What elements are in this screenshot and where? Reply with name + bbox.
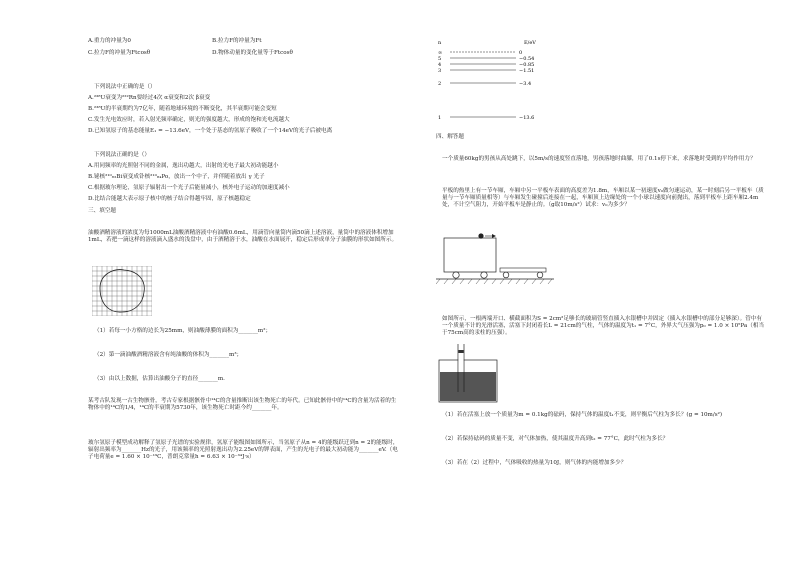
energy-e-4: −3.4: [519, 81, 532, 87]
option-c: C.拉力F的冲量为Ftcosθ: [88, 50, 151, 56]
glass-question-1: （1）若在活塞上放一个质量为m = 0.1kg的砝码，保持气体的温度t₁不变，则平衡后气柱为多长？(g = 10m/s²): [442, 412, 723, 418]
energy-e-2: −0.85: [519, 62, 535, 68]
q2-stem: 下列说法正确的是（）: [94, 152, 150, 158]
oil-question-1: （1）若每一小方格的边长为25mm，则油酸薄膜的面积为_______m²；: [94, 328, 272, 334]
q2-option-b: B.铋核²¹⁰₈₃Bi衰变成钋核²¹⁰₈₄Po，放出一个中子，并伴随着放出 γ 光子: [88, 174, 265, 180]
q1-stem: 下列说法中正确的是（）: [94, 84, 156, 90]
problem-jump: 一个质量60kg的男孩从高处跳下，以5m/s的速度竖直落地，男孩落地时曲膝，用了0.1s停下来，求落地时受到的平均作用力？: [442, 156, 756, 162]
energy-e-1: −0.54: [519, 56, 535, 62]
carbon-dating-question: 某考古队发现一古生物骸骨，考古专家根据骸骨中¹⁴C的含量推断出该生物死亡的年代。已知此骸骨中的¹⁴C的含量为活着的生物体中的¹⁴C的1/4，¹⁴C的半衰期为5730年，该生物死亡时距今约_______年。: [88, 398, 397, 411]
q1-option-b: B.²³⁸U的半衰期约为7亿年，随着地球环境的不断变化，其半衰期可能会变短: [88, 106, 277, 112]
photoelectric-question: 玻尔氢原子模型成功解释了氢原子光谱的实验规律，氢原子能级图如图所示，当氢原子从n = 4的能级跃迁到n = 2的能级时，辐射出频率为_______Hz的光子，用该频率的光照射逸出功为2.25eV的钾表面，产生的光电子的最大初动能为_______eV.（电子电荷量e = 1.60 × 10⁻¹⁹C，普朗克常量h = 6.63 × 10⁻³⁴J·s）: [88, 440, 399, 460]
option-a: A.重力的冲量为0: [88, 38, 131, 44]
oil-intro: 油酸酒精溶液的浓度为每1000mL油酸酒精溶液中有油酸0.6mL，用滴管向量筒内滴50滴上述溶液，量筒中的溶液体积增加1mL，若把一滴这样的溶液滴入盛水的浅盘中，由于酒精溶于水，油酸在水面展开，稳定后形成单分子油膜的形状如图所示。: [88, 230, 398, 243]
q1-option-a: A.²³⁸U衰变为²²²Rn要经过4次 α衰变和2次 β衰变: [88, 95, 211, 101]
oil-question-3: （3）由以上数据，估算出油酸分子的直径_______m.: [94, 376, 225, 382]
train-car-figure: [436, 228, 556, 296]
energy-e-0: 0: [519, 50, 523, 56]
energy-n-5: 1: [438, 115, 442, 121]
energy-n-4: 2: [438, 81, 442, 87]
energy-e-header: E/eV: [524, 40, 536, 46]
section-fill-blank: 三、填空题: [88, 208, 116, 214]
glass-question-3: （3）若在（2）过程中，气体吸收的热量为10J，则气体的内能增加多少？: [442, 460, 627, 466]
q1-option-d: D.已知氢原子的基态能量E₁ = −13.6eV，一个处于基态的氢原子吸收了一个14eV的光子后被电离: [88, 128, 333, 134]
q2-option-d: D.比结合能越大表示原子核中的核子结合得越牢固，原子核越稳定: [88, 196, 251, 202]
option-d: D.物体动量的变化量等于Ftcosθ: [212, 50, 293, 56]
section-solve: 四、解答题: [436, 134, 464, 140]
q2-option-a: A.用同频率的光照射不同的金属，逸出功越大，出射的光电子最大初动能越小: [88, 163, 279, 169]
q2-option-c: C.根据玻尔理论，氢原子辐射出一个光子后能量减小，核外电子运动的加速度减小: [88, 185, 290, 191]
glass-question-2: （2）若保持砝码的质量不变，对气体加热，使其温度升高到t₂ = 77°C，此时气柱为多长？: [442, 436, 669, 442]
energy-n-header: n: [438, 40, 442, 46]
problem-train: 平板的热里上有一节车厢，车厢中另一平板车表面的高度差为1.8m，车厢以某一初速度v₀做匀速运动，某一时刻后另一平板车（质量与一节车厢质量相等）与车厢发生碰撞后连接在一起，车厢顶上边缘处的一个小球以速度向前抛出，落到平板车上距车厢2.4m处，不计空气阻力，开始平板车是静止的。（g取10m/s²）试求：v₀为多少？: [442, 188, 764, 208]
energy-n-2: 4: [438, 62, 442, 68]
energy-n-3: 3: [438, 68, 442, 74]
problem-glass-tube: 如图所示，一根两端开口、横截面积为S = 2cm²足够长的玻璃管竖直插入水银槽中并固定（插入水银槽中的部分足够深）。管中有一个质量不计的光滑活塞，活塞下封闭着长L = 21cm的气柱，气体的温度为t₁ = 7°C，外界大气压强为p₀ = 1.0 × 10⁵Pa（相当于75cm高的汞柱的压强）。: [442, 316, 765, 336]
glass-tube-figure: [436, 342, 502, 406]
oil-question-2: （2）第一滴油酸酒精溶液含有纯油酸的体积为_______m³；: [94, 352, 243, 358]
energy-n-1: 5: [438, 56, 442, 62]
q1-option-c: C.发生光电效应时，若入射光频率确定，则光的强度越大，形成的饱和光电流越大: [88, 117, 290, 123]
option-b: B.拉力F的冲量为Ft: [212, 38, 262, 44]
energy-e-3: −1.51: [519, 68, 535, 74]
energy-level-diagram: [436, 38, 566, 124]
energy-n-0: ∞: [438, 50, 443, 56]
energy-e-5: −13.6: [519, 115, 535, 121]
oil-film-grid-figure: [92, 266, 152, 316]
